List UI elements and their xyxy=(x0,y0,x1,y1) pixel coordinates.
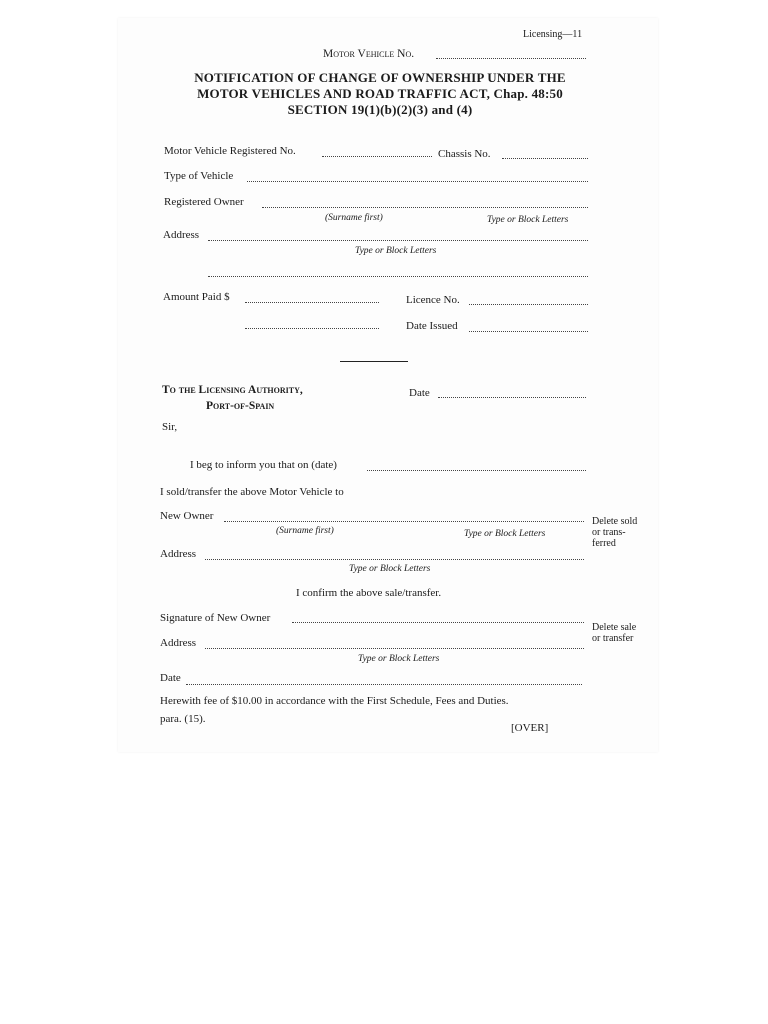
confirm-line: I confirm the above sale/transfer. xyxy=(296,587,442,599)
amount-paid-field-line2[interactable] xyxy=(245,328,379,329)
licence-no-field[interactable] xyxy=(469,304,588,305)
form-title-line1: NOTIFICATION OF CHANGE OF OWNERSHIP UNDER THE xyxy=(194,70,566,85)
fee-line1: Herewith fee of $10.00 in accordance with the First Schedule, Fees and Duties. xyxy=(160,695,509,707)
sale-date-field[interactable] xyxy=(367,470,586,471)
letter-date-field[interactable] xyxy=(438,397,586,398)
new-owner-field[interactable] xyxy=(224,521,584,522)
licence-no-label: Licence No. xyxy=(406,294,460,306)
amount-paid-field[interactable] xyxy=(245,302,379,303)
new-owner-address-hint: Type or Block Letters xyxy=(349,564,431,574)
signature-address-label: Address xyxy=(160,637,197,649)
salutation: Sir, xyxy=(162,421,178,433)
date2-label: Date xyxy=(160,672,181,684)
vehicle-type-label: Type of Vehicle xyxy=(164,170,234,182)
new-owner-address-label: Address xyxy=(160,548,197,560)
delete-sold-note: Delete sold or trans- ferred xyxy=(592,516,638,549)
signature-field[interactable] xyxy=(292,622,584,623)
new-owner-block-hint: Type or Block Letters xyxy=(464,529,546,539)
signature-address-hint: Type or Block Letters xyxy=(358,654,440,664)
inform-line: I beg to inform you that on (date) xyxy=(190,459,337,471)
sold-transfer-line: I sold/transfer the above Motor Vehicle to xyxy=(160,486,344,498)
date-issued-field[interactable] xyxy=(469,331,588,332)
new-owner-address-field[interactable] xyxy=(205,559,584,560)
address-field-line2[interactable] xyxy=(208,276,588,277)
amount-paid-label: Amount Paid $ xyxy=(163,291,230,303)
signature-label: Signature of New Owner xyxy=(160,612,271,624)
over-marker: [OVER] xyxy=(511,722,549,734)
form-title-line2: MOTOR VEHICLES AND ROAD TRAFFIC ACT, Chap. 48:50 xyxy=(197,86,563,101)
address-field-line1[interactable] xyxy=(208,240,588,241)
signature-address-field[interactable] xyxy=(205,648,584,649)
address-label: Address xyxy=(163,229,200,241)
new-owner-surname-hint: (Surname first) xyxy=(276,526,334,536)
form-title-line3: SECTION 19(1)(b)(2)(3) and (4) xyxy=(287,102,473,117)
section-divider xyxy=(340,361,408,362)
vehicle-no-label: Motor Vehicle No. xyxy=(323,48,415,60)
chassis-no-field[interactable] xyxy=(502,158,588,159)
addressee-line1: To the Licensing Authority, xyxy=(162,384,303,396)
surname-hint: (Surname first) xyxy=(325,213,383,223)
registered-owner-label: Registered Owner xyxy=(164,196,244,208)
date-issued-label: Date Issued xyxy=(406,320,458,332)
new-owner-label: New Owner xyxy=(160,510,214,522)
vehicle-type-field[interactable] xyxy=(247,181,588,182)
page-reference: Licensing—11 xyxy=(523,29,583,40)
fee-line2: para. (15). xyxy=(160,713,206,725)
block-letters-hint: Type or Block Letters xyxy=(487,215,569,225)
letter-date-label: Date xyxy=(409,387,430,399)
date2-field[interactable] xyxy=(186,684,582,685)
addressee-line2: Port-of-Spain xyxy=(206,400,275,412)
address-hint: Type or Block Letters xyxy=(355,246,437,256)
delete-sale-note: Delete sale or transfer xyxy=(592,622,637,644)
chassis-no-label: Chassis No. xyxy=(438,148,491,160)
registered-no-label: Motor Vehicle Registered No. xyxy=(164,145,296,157)
registered-owner-field[interactable] xyxy=(262,207,588,208)
registered-no-field[interactable] xyxy=(322,156,432,157)
vehicle-no-field[interactable] xyxy=(436,58,586,59)
